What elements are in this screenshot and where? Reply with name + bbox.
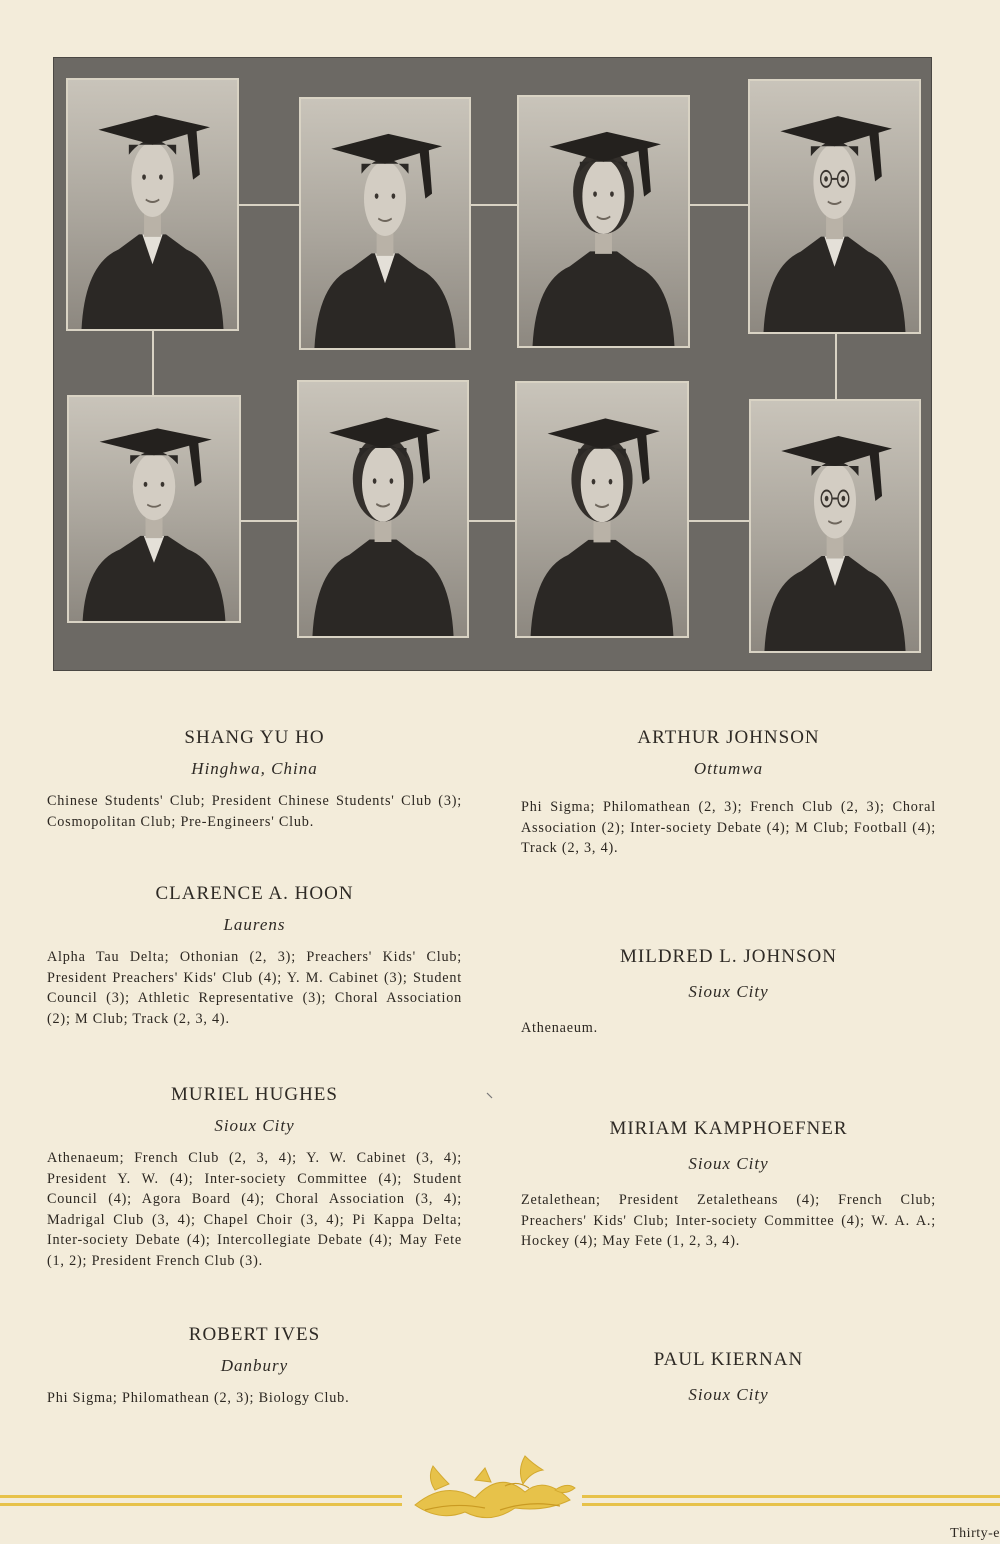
- portrait-photo-icon: [517, 95, 690, 348]
- bio-entry: [521, 946, 936, 1039]
- connector-line: [239, 520, 299, 522]
- bio-entry: [521, 1349, 936, 1405]
- portrait-board: [53, 57, 932, 671]
- bio-entry: [521, 1118, 936, 1252]
- activities-text: Athenaeum; French Club (2, 3, 4); Y. W. Cabinet (3, 4); President Y. W. (4); Inter-society Committee (4); Student Council (4); Agora Board (4); Choral Association (3, 4); Madrigal Club (3, 4); Chapel Choir (3, 4); Pi Kappa Delta; Inter-society Debate (4); Intercollegiate Debate (4); May Fete (1, 2); President French Club (3).: [47, 1150, 462, 1269]
- hometown: Sioux City: [214, 1116, 295, 1135]
- graduate-figure-icon: [517, 383, 687, 636]
- connector-line: [688, 204, 750, 206]
- stray-mark-icon: [486, 1092, 494, 1100]
- graduate-name: MILDRED L. JOHNSON: [620, 946, 837, 967]
- hometown: Laurens: [223, 915, 286, 934]
- graduate-name: MURIEL HUGHES: [171, 1084, 338, 1105]
- graduate-name: PAUL KIERNAN: [653, 1349, 804, 1370]
- ornament-icon: [405, 1450, 580, 1530]
- graduate-figure-icon: [69, 397, 239, 621]
- hometown: Sioux City: [688, 982, 769, 1001]
- connector-line: [687, 520, 749, 522]
- footer-rule: [582, 1495, 1000, 1498]
- footer-rule: [0, 1503, 402, 1506]
- connector-line: [152, 330, 154, 397]
- connector-line: [467, 520, 517, 522]
- portrait-photo-icon: [299, 97, 471, 350]
- bio-entry: [47, 883, 462, 1029]
- graduate-figure-icon: [751, 401, 919, 651]
- graduate-figure-icon: [519, 97, 688, 346]
- connector-line: [469, 204, 519, 206]
- graduate-name: SHANG YU HO: [184, 727, 325, 748]
- portrait-photo-icon: [66, 78, 239, 331]
- activities-text: Phi Sigma; Philomathean (2, 3); Biology Club.: [47, 1390, 350, 1406]
- portrait-photo-icon: [748, 79, 921, 334]
- activities-text: Phi Sigma; Philomathean (2, 3); French Club (2, 3); Choral Association (2); Inter-society Debate (4); M Club; Football (4); Track (2, 3, 4).: [521, 799, 936, 856]
- bio-entry: [521, 727, 936, 859]
- graduate-name: MIRIAM KAMPHOEFNER: [609, 1118, 848, 1139]
- portrait-photo-icon: [67, 395, 241, 623]
- footer-rule: [0, 1495, 402, 1498]
- bio-entry: [47, 1084, 462, 1271]
- bio-entry: [47, 727, 462, 832]
- hometown: Ottumwa: [693, 759, 764, 778]
- bio-entry: [47, 1324, 462, 1409]
- hometown: Hinghwa, China: [191, 759, 318, 778]
- graduate-name: ARTHUR JOHNSON: [637, 727, 820, 748]
- activities-text: Chinese Students' Club; President Chinese Students' Club (3); Cosmopolitan Club; Pre-Engineers' Club.: [47, 793, 462, 830]
- portrait-photo-icon: [515, 381, 689, 638]
- graduate-name: ROBERT IVES: [188, 1324, 321, 1345]
- hometown: Danbury: [220, 1356, 289, 1375]
- graduate-figure-icon: [301, 99, 469, 348]
- activities-text: Athenaeum.: [521, 1020, 598, 1036]
- graduate-figure-icon: [68, 80, 237, 329]
- hometown: Sioux City: [688, 1385, 769, 1404]
- activities-text: Zetalethean; President Zetaletheans (4); French Club; Preachers' Kids' Club; Inter-society Committee (4); W. A. A.; Hockey (4); May Fete (1, 2, 3, 4).: [521, 1192, 936, 1249]
- footer-rule: [582, 1503, 1000, 1506]
- connector-line: [237, 204, 301, 206]
- portrait-photo-icon: [749, 399, 921, 653]
- hometown: Sioux City: [688, 1154, 769, 1173]
- graduate-figure-icon: [750, 81, 919, 332]
- activities-text: Alpha Tau Delta; Othonian (2, 3); Preachers' Kids' Club; President Preachers' Kids' Club (4); Y. M. Cabinet (3); Student Council (3); Athletic Representative (3); Choral Association (2); M Club; Track (2, 3, 4).: [47, 949, 462, 1027]
- connector-line: [835, 332, 837, 400]
- graduate-name: CLARENCE A. HOON: [155, 883, 354, 904]
- page-number: Thirty-e: [950, 1526, 1000, 1541]
- portrait-photo-icon: [297, 380, 469, 638]
- graduate-figure-icon: [299, 382, 467, 636]
